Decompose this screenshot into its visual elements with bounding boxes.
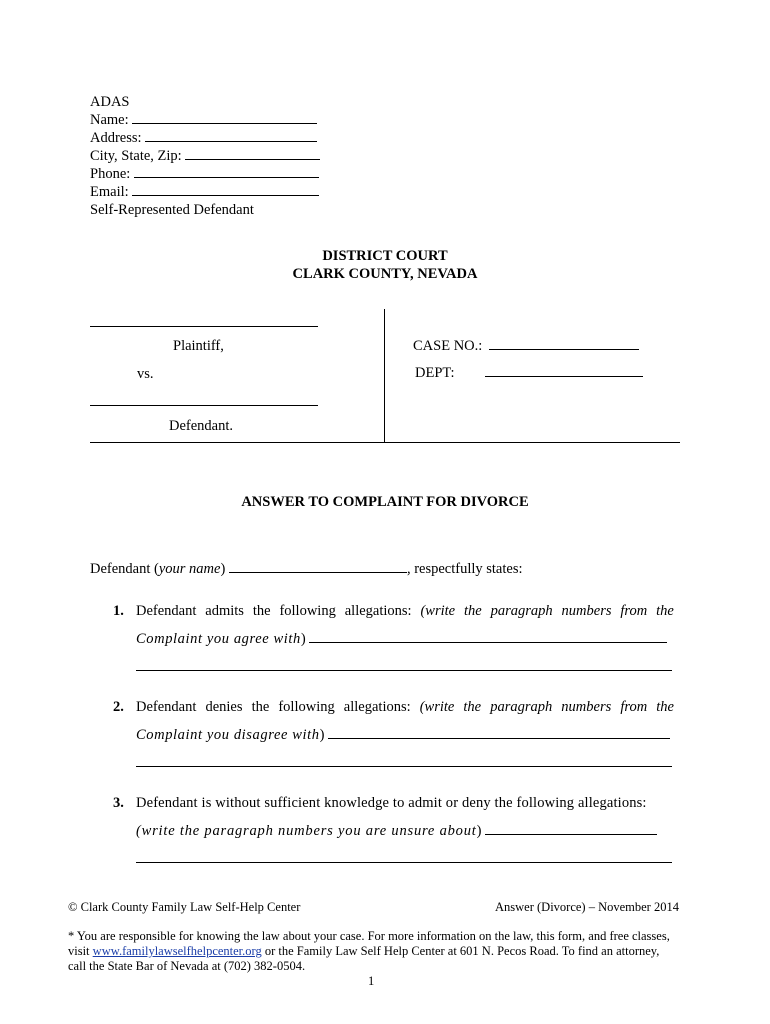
word: denies [205,699,243,715]
name-label: Name: [90,112,129,128]
word: allegations: [343,699,411,715]
dept-row [415,365,643,382]
footer-note-line1: * You are responsible for knowing the law about your case. For more information on the law, this form, and free classes, [68,929,670,943]
court-name: DISTRICT COURT [322,248,448,264]
city-label: City, State, Zip: [90,148,182,164]
footer-visit: visit [68,944,93,958]
phone-row [90,166,319,183]
word: paragraph [490,699,553,715]
footer-note-line3: call the State Bar of Nevada at (702) 382-0504. [68,959,306,973]
dept-field[interactable] [485,376,643,377]
item-3-line2 [136,823,657,840]
address-label: Address: [90,130,142,146]
phone-label: Phone: [90,166,131,182]
footer-note-mid: or the Family Law Self Help Center at 601 N. Pecos Road. To find an attorney, [261,944,660,958]
word: from [620,699,648,715]
intro-suffix: ) [220,561,226,577]
word: the [656,603,674,619]
city-field[interactable] [185,159,320,160]
page-number: 1 [368,974,375,988]
case-no-field[interactable] [489,349,639,350]
word: the [463,699,482,715]
item-2-number: 2. [113,699,124,715]
item-1-number: 1. [113,603,124,619]
defendant-label: Defendant. [169,418,234,434]
item-1-italic: Complaint you agree with [136,631,301,647]
item-1-line1 [136,603,674,620]
item-3-line1: Defendant is without sufficient knowledge to admit or deny the following allegations: [136,795,647,811]
close-paren: ) [300,631,306,647]
item-2-line2 [136,727,670,744]
word: numbers [561,699,612,715]
word: from [620,603,648,619]
plaintiff-name-line[interactable] [90,326,318,327]
item-2-field-a[interactable] [328,738,670,739]
plaintiff-label: Plaintiff, [173,338,224,354]
word: the [656,699,674,715]
word: (write [420,603,456,619]
caption-bottom-rule [90,442,680,443]
footer-copyright: © Clark County Family Law Self-Help Center [68,900,301,914]
intro-end: , respectfully states: [406,561,523,577]
word: numbers [561,603,612,619]
party-org: ADAS [90,94,130,110]
city-row [90,148,320,165]
word: following [279,603,336,619]
phone-field[interactable] [134,177,319,178]
intro-line [90,561,523,578]
party-role: Self-Represented Defendant [90,202,254,218]
word: Defendant [136,699,197,715]
court-county: CLARK COUNTY, NEVADA [292,266,478,282]
word: paragraph [490,603,553,619]
item-2-field-b[interactable] [136,766,672,767]
name-field[interactable] [132,123,317,124]
word: the [251,699,270,715]
document-title: ANSWER TO COMPLAINT FOR DIVORCE [241,494,529,510]
item-1-field-b[interactable] [136,670,672,671]
word: the [252,603,271,619]
word: Defendant [136,603,197,619]
item-3-field-a[interactable] [485,834,657,835]
footer-note-line2 [68,944,659,959]
word: (write [419,699,455,715]
email-field[interactable] [132,195,319,196]
item-3-field-b[interactable] [136,862,672,863]
defendant-name-field[interactable] [229,572,407,573]
self-help-link[interactable]: www.familylawselfhelpcenter.org [92,944,262,958]
name-row [90,112,317,129]
word: following [278,699,335,715]
item-2-line1 [136,699,674,716]
item-3-italic: (write the paragraph numbers you are unsure about [136,823,477,839]
footer-form-version: Answer (Divorce) – November 2014 [495,900,679,914]
intro-prefix: Defendant ( [90,561,159,577]
close-paren: ) [476,823,482,839]
address-row [90,130,317,147]
defendant-name-line[interactable] [90,405,318,406]
close-paren: ) [319,727,325,743]
word: admits [205,603,244,619]
caption-divider [384,309,385,443]
item-2-italic: Complaint you disagree with [136,727,320,743]
case-no-label: CASE NO.: [413,338,483,354]
address-field[interactable] [145,141,317,142]
item-1-line2 [136,631,667,648]
intro-italic: your name [158,561,221,577]
item-1-field-a[interactable] [309,642,667,643]
case-no-row [413,338,639,355]
vs-label: vs. [137,366,154,382]
word: the [464,603,482,619]
email-row [90,184,319,201]
item-3-number: 3. [113,795,124,811]
email-label: Email: [90,184,129,200]
dept-label: DEPT: [415,365,455,381]
word: allegations: [344,603,412,619]
